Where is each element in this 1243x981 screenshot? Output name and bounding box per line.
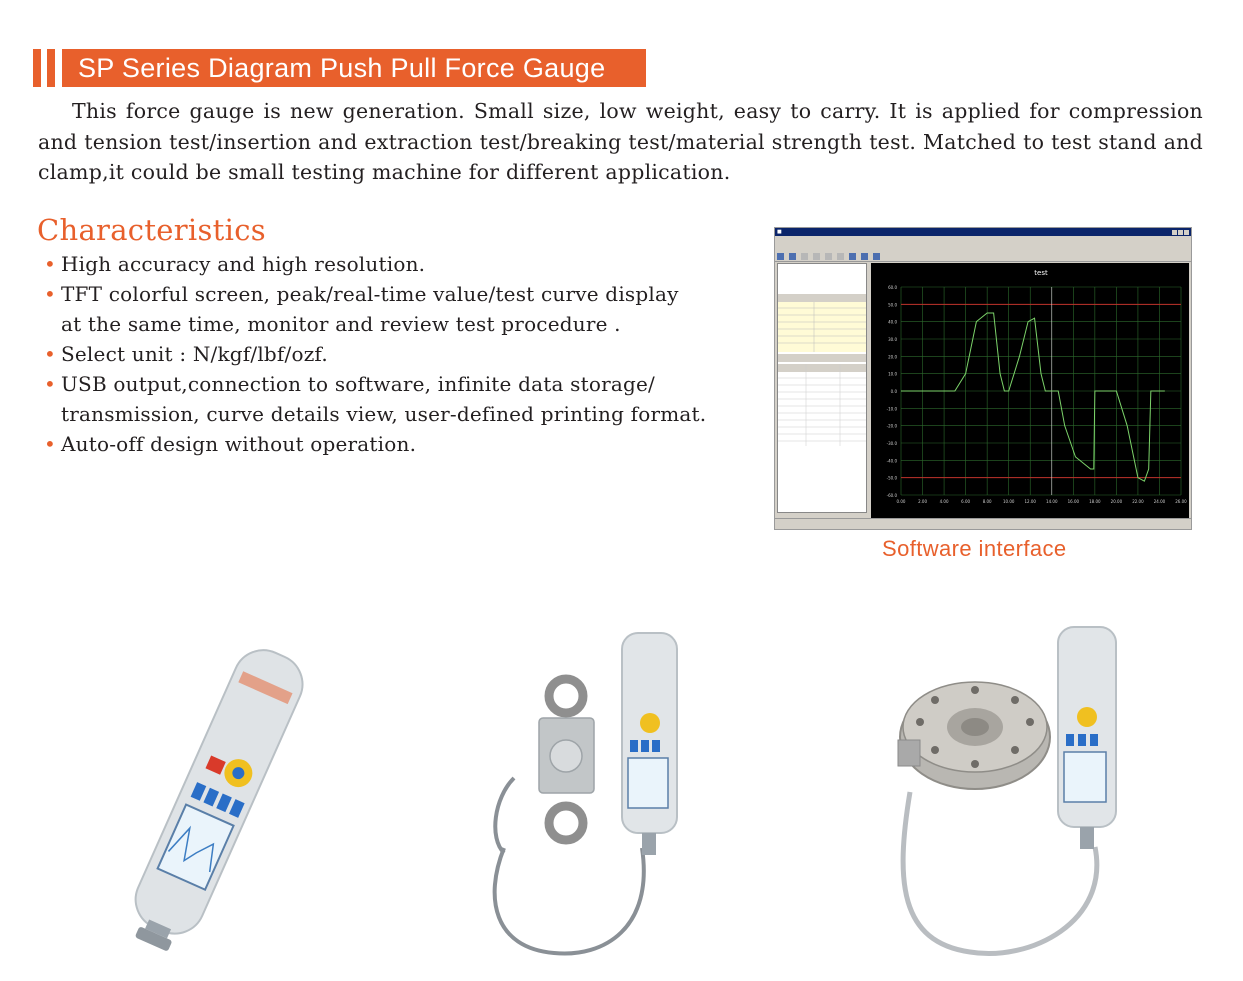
- list-item-continuation: [44, 309, 706, 339]
- list-item: [44, 279, 706, 309]
- list-item-text: High accuracy and high resolution.: [61, 252, 426, 276]
- list-item: [44, 339, 706, 369]
- toolbar-icon: [837, 253, 844, 261]
- list-item-text: USB output,connection to software, infinite data storage/: [61, 372, 655, 396]
- software-toolbar: [775, 244, 1191, 262]
- software-statusbar: [775, 518, 1192, 529]
- y-tick-label: -40.0: [886, 458, 897, 464]
- toolbar-icon: [777, 253, 784, 261]
- x-tick-label: 22.00: [1132, 499, 1144, 504]
- characteristics-heading: Characteristics: [37, 213, 266, 247]
- x-tick-label: 24.00: [1153, 499, 1166, 504]
- bullet-icon: •: [44, 342, 56, 366]
- x-tick-label: 8.00: [982, 499, 992, 504]
- x-tick-label: 14.00: [1046, 499, 1058, 504]
- intro-paragraph: This force gauge is new generation. Small size, low weight, easy to carry. It is applied for compression and tension test/insertion and extraction test/breaking test/material strength test. Matched to test stand and clamp,it could be small testing machine for different application.: [38, 99, 1203, 184]
- list-item-text: Select unit : N/kgf/lbf/ozf.: [61, 342, 328, 366]
- title-accent-bar-2: [47, 49, 55, 87]
- y-tick-label: -50.0: [886, 475, 897, 481]
- software-titlebar: [775, 228, 1191, 236]
- list-item-text: transmission, curve details view, user-defined printing format.: [61, 402, 707, 426]
- software-graph: [871, 263, 1189, 518]
- page-title: SP Series Diagram Push Pull Force Gauge: [62, 49, 646, 87]
- software-left-panel: [777, 263, 867, 513]
- y-tick-label: 0.0: [890, 389, 897, 394]
- list-item: [44, 249, 706, 279]
- list-item-text: at the same time, monitor and review test procedure .: [61, 312, 621, 336]
- x-tick-label: 12.00: [1024, 499, 1036, 504]
- y-tick-label: -20.0: [886, 423, 897, 429]
- force-curve-chart: [871, 263, 1189, 518]
- window-buttons: [1172, 230, 1189, 235]
- list-item-continuation: [44, 399, 706, 429]
- bullet-icon: •: [44, 252, 56, 276]
- toolbar-icon: [861, 253, 868, 261]
- bullet-icon: •: [44, 432, 56, 456]
- software-menubar: [775, 236, 1191, 244]
- title-accent-bar-1: [33, 49, 41, 87]
- x-tick-label: 20.00: [1110, 499, 1123, 504]
- left-panel-tables: [778, 264, 866, 512]
- force-gauge-with-spoke-sensor-image: [880, 622, 1150, 972]
- force-curve: [901, 313, 1165, 481]
- force-gauge-with-s-beam-sensor-image: [484, 628, 694, 973]
- list-item: [44, 429, 706, 459]
- software-screenshot: [774, 227, 1192, 530]
- y-tick-label: 30.0: [888, 337, 897, 342]
- bullet-icon: •: [44, 372, 56, 396]
- toolbar-icon: [873, 253, 880, 261]
- x-tick-label: 6.00: [961, 499, 971, 504]
- x-tick-label: 4.00: [939, 499, 949, 504]
- toolbar-icon: [813, 253, 820, 261]
- toolbar-icon: [825, 253, 832, 261]
- x-tick-label: 26.00: [1175, 499, 1187, 504]
- graph-title: test: [1034, 269, 1048, 277]
- x-tick-label: 16.00: [1067, 499, 1080, 504]
- x-tick-label: 0.00: [896, 499, 906, 504]
- handheld-force-gauge-image: [85, 636, 345, 966]
- list-item-text: TFT colorful screen, peak/real-time value/test curve display: [61, 282, 679, 306]
- x-tick-label: 18.00: [1089, 499, 1101, 504]
- y-tick-label: 50.0: [888, 302, 897, 308]
- x-tick-label: 10.00: [1002, 499, 1015, 504]
- list-item: [44, 369, 706, 399]
- y-tick-label: 10.0: [888, 371, 897, 377]
- toolbar-icon: [801, 253, 808, 261]
- list-item-text: Auto-off design without operation.: [61, 432, 417, 456]
- toolbar-icon: [849, 253, 856, 261]
- y-tick-label: 20.0: [888, 354, 897, 360]
- x-tick-label: 2.00: [918, 499, 927, 504]
- software-app-icon: ■: [777, 229, 782, 235]
- y-tick-label: -60.0: [886, 493, 897, 498]
- y-tick-label: -10.0: [886, 406, 897, 412]
- y-tick-label: 40.0: [888, 319, 897, 325]
- y-tick-label: -30.0: [886, 441, 897, 446]
- software-caption: Software interface: [882, 536, 1067, 561]
- y-tick-label: 60.0: [888, 285, 897, 290]
- toolbar-icon: [789, 253, 796, 261]
- characteristics-list: [44, 249, 706, 459]
- bullet-icon: •: [44, 282, 56, 306]
